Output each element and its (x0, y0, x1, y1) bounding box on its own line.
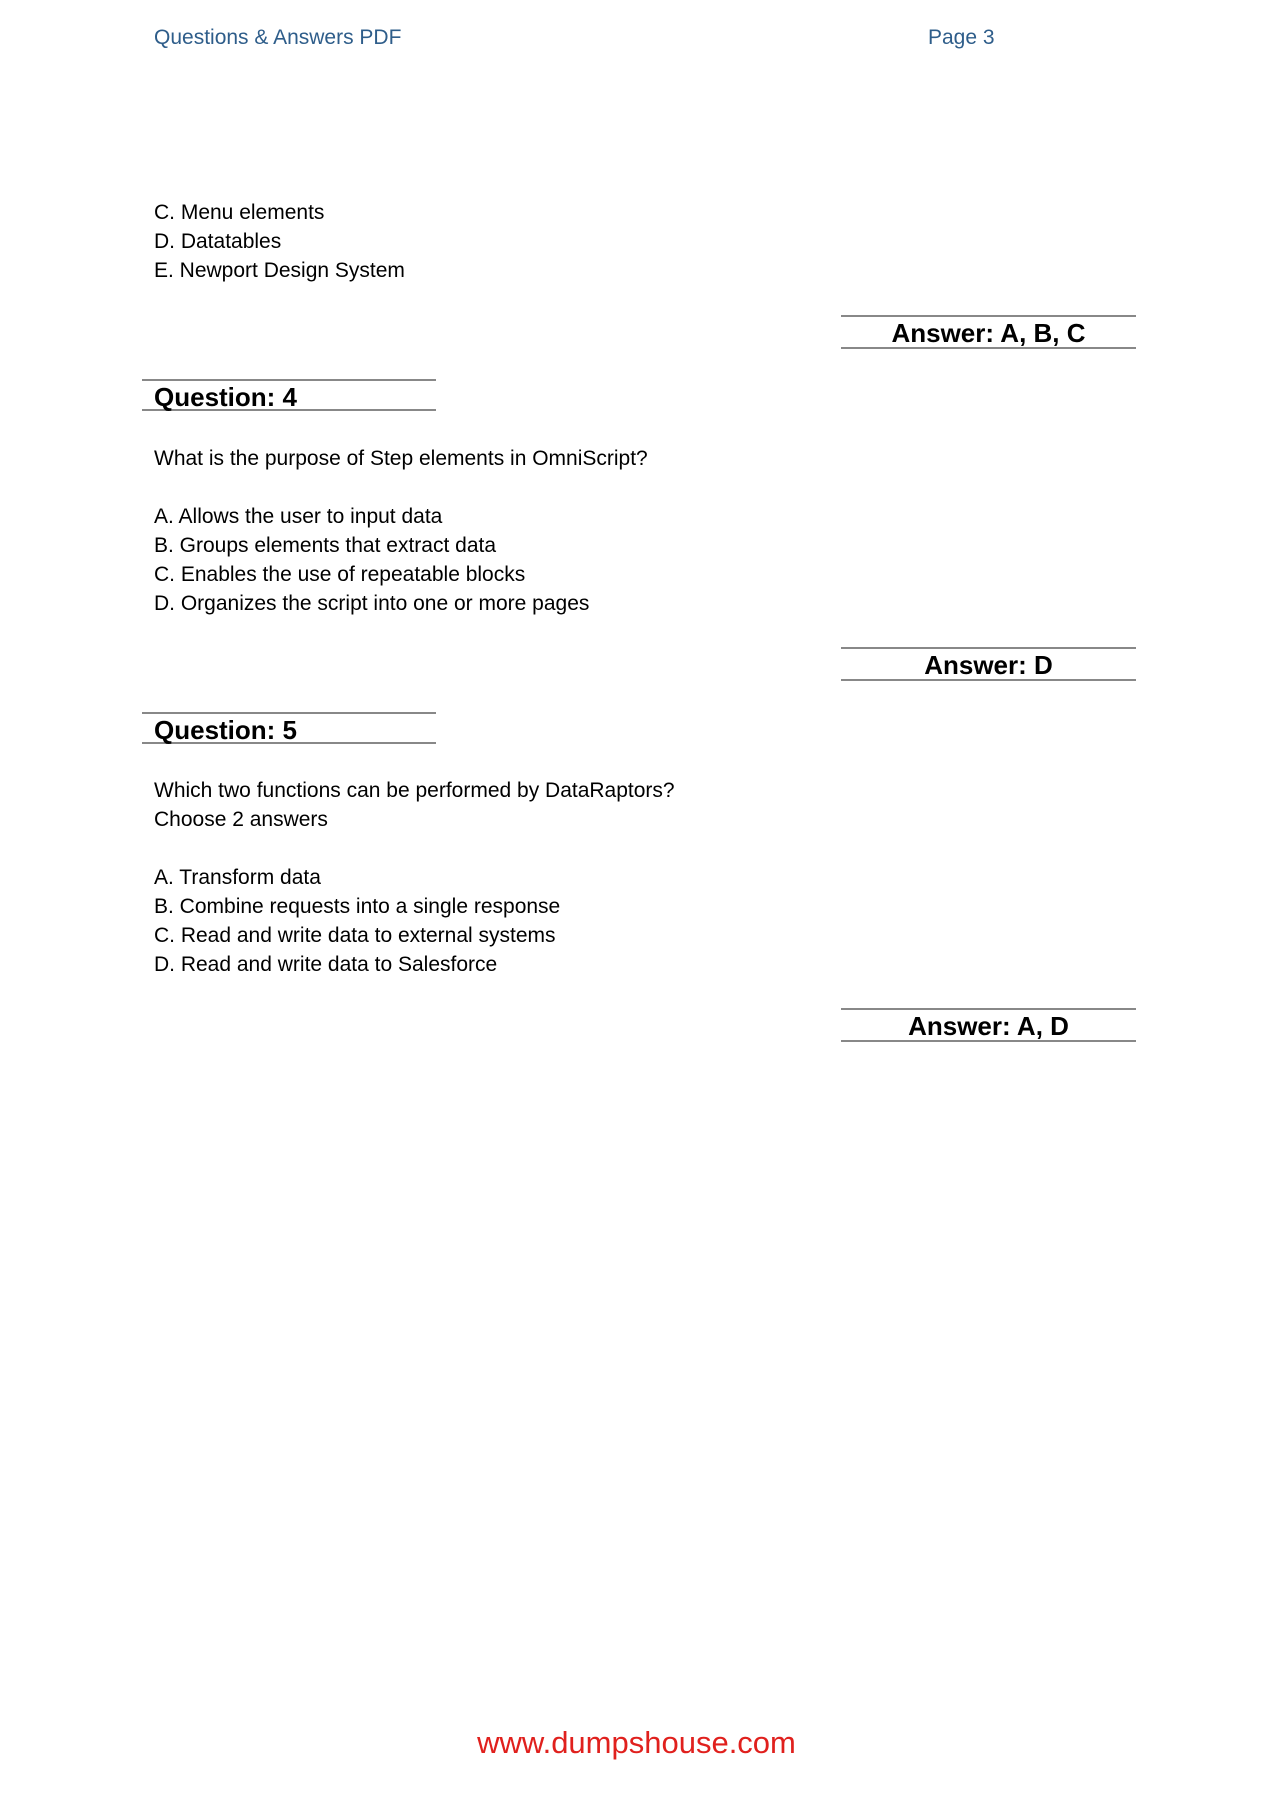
q5-option-b: B. Combine requests into a single response (154, 895, 561, 918)
page-number: Page 3 (928, 26, 995, 49)
q4-option-d: D. Organizes the script into one or more pages (154, 592, 590, 615)
question-5-heading: Question: 5 (142, 712, 436, 744)
question-4-text: What is the purpose of Step elements in OmniScript? (154, 447, 648, 470)
question-4-heading: Question: 4 (142, 379, 436, 411)
q5-option-a: A. Transform data (154, 866, 321, 889)
q4-option-b: B. Groups elements that extract data (154, 534, 497, 557)
answer-box: Answer: A, B, C (841, 315, 1136, 349)
q5-answer-box: Answer: A, D (841, 1008, 1136, 1042)
option-c: C. Menu elements (154, 201, 325, 224)
footer-url[interactable]: www.dumpshouse.com (477, 1725, 796, 1760)
q5-option-d: D. Read and write data to Salesforce (154, 953, 498, 976)
question-5-text: Which two functions can be performed by DataRaptors? (154, 779, 675, 802)
q4-option-c: C. Enables the use of repeatable blocks (154, 563, 526, 586)
option-d: D. Datatables (154, 230, 282, 253)
q4-answer-box: Answer: D (841, 647, 1136, 681)
header-title: Questions & Answers PDF (154, 26, 402, 49)
question-5-subtext: Choose 2 answers (154, 808, 328, 831)
option-e: E. Newport Design System (154, 259, 405, 282)
q5-option-c: C. Read and write data to external systems (154, 924, 556, 947)
q4-option-a: A. Allows the user to input data (154, 505, 443, 528)
